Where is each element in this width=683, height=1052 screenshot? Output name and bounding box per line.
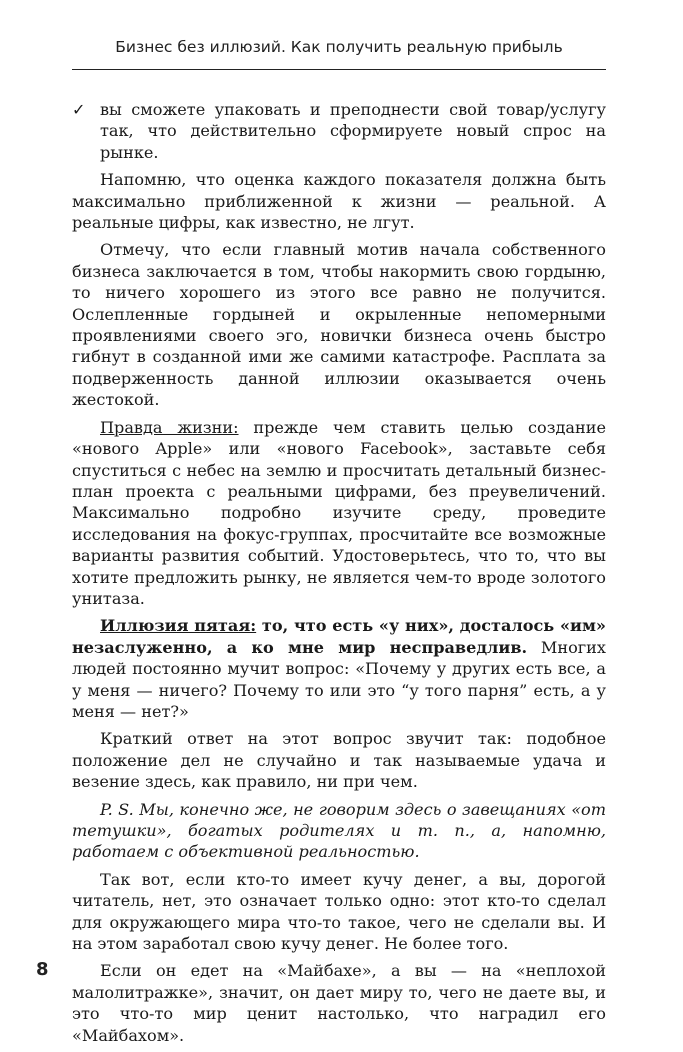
- paragraph-3-text: прежде чем ставить целью создание «нового Apple» или «нового Facebook», заставьте себя спуститься с небес на землю и просчитать детальный бизнес-план проекта с реальными цифрами, без преувеличений. Максимально подробно изучите среду, проведите исследования на фокус-группах, просчитайте все возможные варианты развития событий. Удостоверьтесь, что то, что вы хотите предложить рынку, не является чем-то вроде золотого унитаза.: [72, 417, 606, 608]
- body-text: [72, 99, 606, 1052]
- paragraph-3: [72, 417, 606, 610]
- running-head: Бизнес без иллюзий. Как получить реальную прибыль: [115, 38, 563, 56]
- paragraph-4: [72, 615, 606, 722]
- paragraph-2: Отмечу, что если главный мотив начала собственного бизнеса заключается в том, чтобы накормить свою гордыню, то ничего хорошего из этого все равно не получится. Ослепленные гордыней и окрыленные непомерными проявлениями своего эго, новички бизнеса очень быстро гибнут в созданной ими же самими катастрофе. Расплата за подверженность данной иллюзии оказывается очень жестокой.: [72, 240, 606, 410]
- paragraph-8: Если он едет на «Майбахе», а вы — на «неплохой малолитражке», значит, он дает миру то, чего не даете вы, и это что-то мир ценит настолько, что наградил его «Майбахом».: [72, 961, 606, 1045]
- header-rule: [72, 69, 606, 70]
- paragraph-4-text: Многих людей постоянно мучит вопрос: «Почему у других есть все, а у меня — ничего? Почему то или это “у того парня” есть, а у меня — нет?»: [72, 637, 606, 721]
- paragraph-5: Краткий ответ на этот вопрос звучит так: подобное положение дел не случайно и так называемые удача и везение здесь, как правило, ни при чем.: [72, 729, 606, 792]
- illusion-five-statement: то, что есть «у них», досталось «им» незаслуженно, а ко мне мир несправедлив.: [72, 616, 606, 657]
- check-mark-icon: ✓: [72, 100, 86, 119]
- postscript-paragraph: P. S. Мы, конечно же, не говорим здесь о завещаниях «от тетушки», богатых родителях и т. п., а, напомню, работаем с объективной реальностью.: [72, 799, 606, 862]
- check-item-text: вы сможете упаковать и преподнести свой товар/услугу так, что действительно сформируете новый спрос на рынке.: [100, 100, 606, 162]
- check-list-item: [72, 99, 606, 163]
- page-number: 8: [36, 959, 49, 980]
- illusion-five-label: Иллюзия пятая:: [100, 616, 257, 636]
- paragraph-7: Так вот, если кто-то имеет кучу денег, а вы, дорогой читатель, нет, это означает только одно: этот кто-то сделал для окружающего мира что-то такое, чего не сделали вы. И на этом заработал свою кучу денег. Не более того.: [72, 869, 606, 954]
- truth-of-life-label: Правда жизни:: [100, 417, 239, 437]
- paragraph-1: Напомню, что оценка каждого показателя должна быть максимально приближенной к жизни — реальной. А реальные цифры, как известно, не лгут.: [72, 170, 606, 233]
